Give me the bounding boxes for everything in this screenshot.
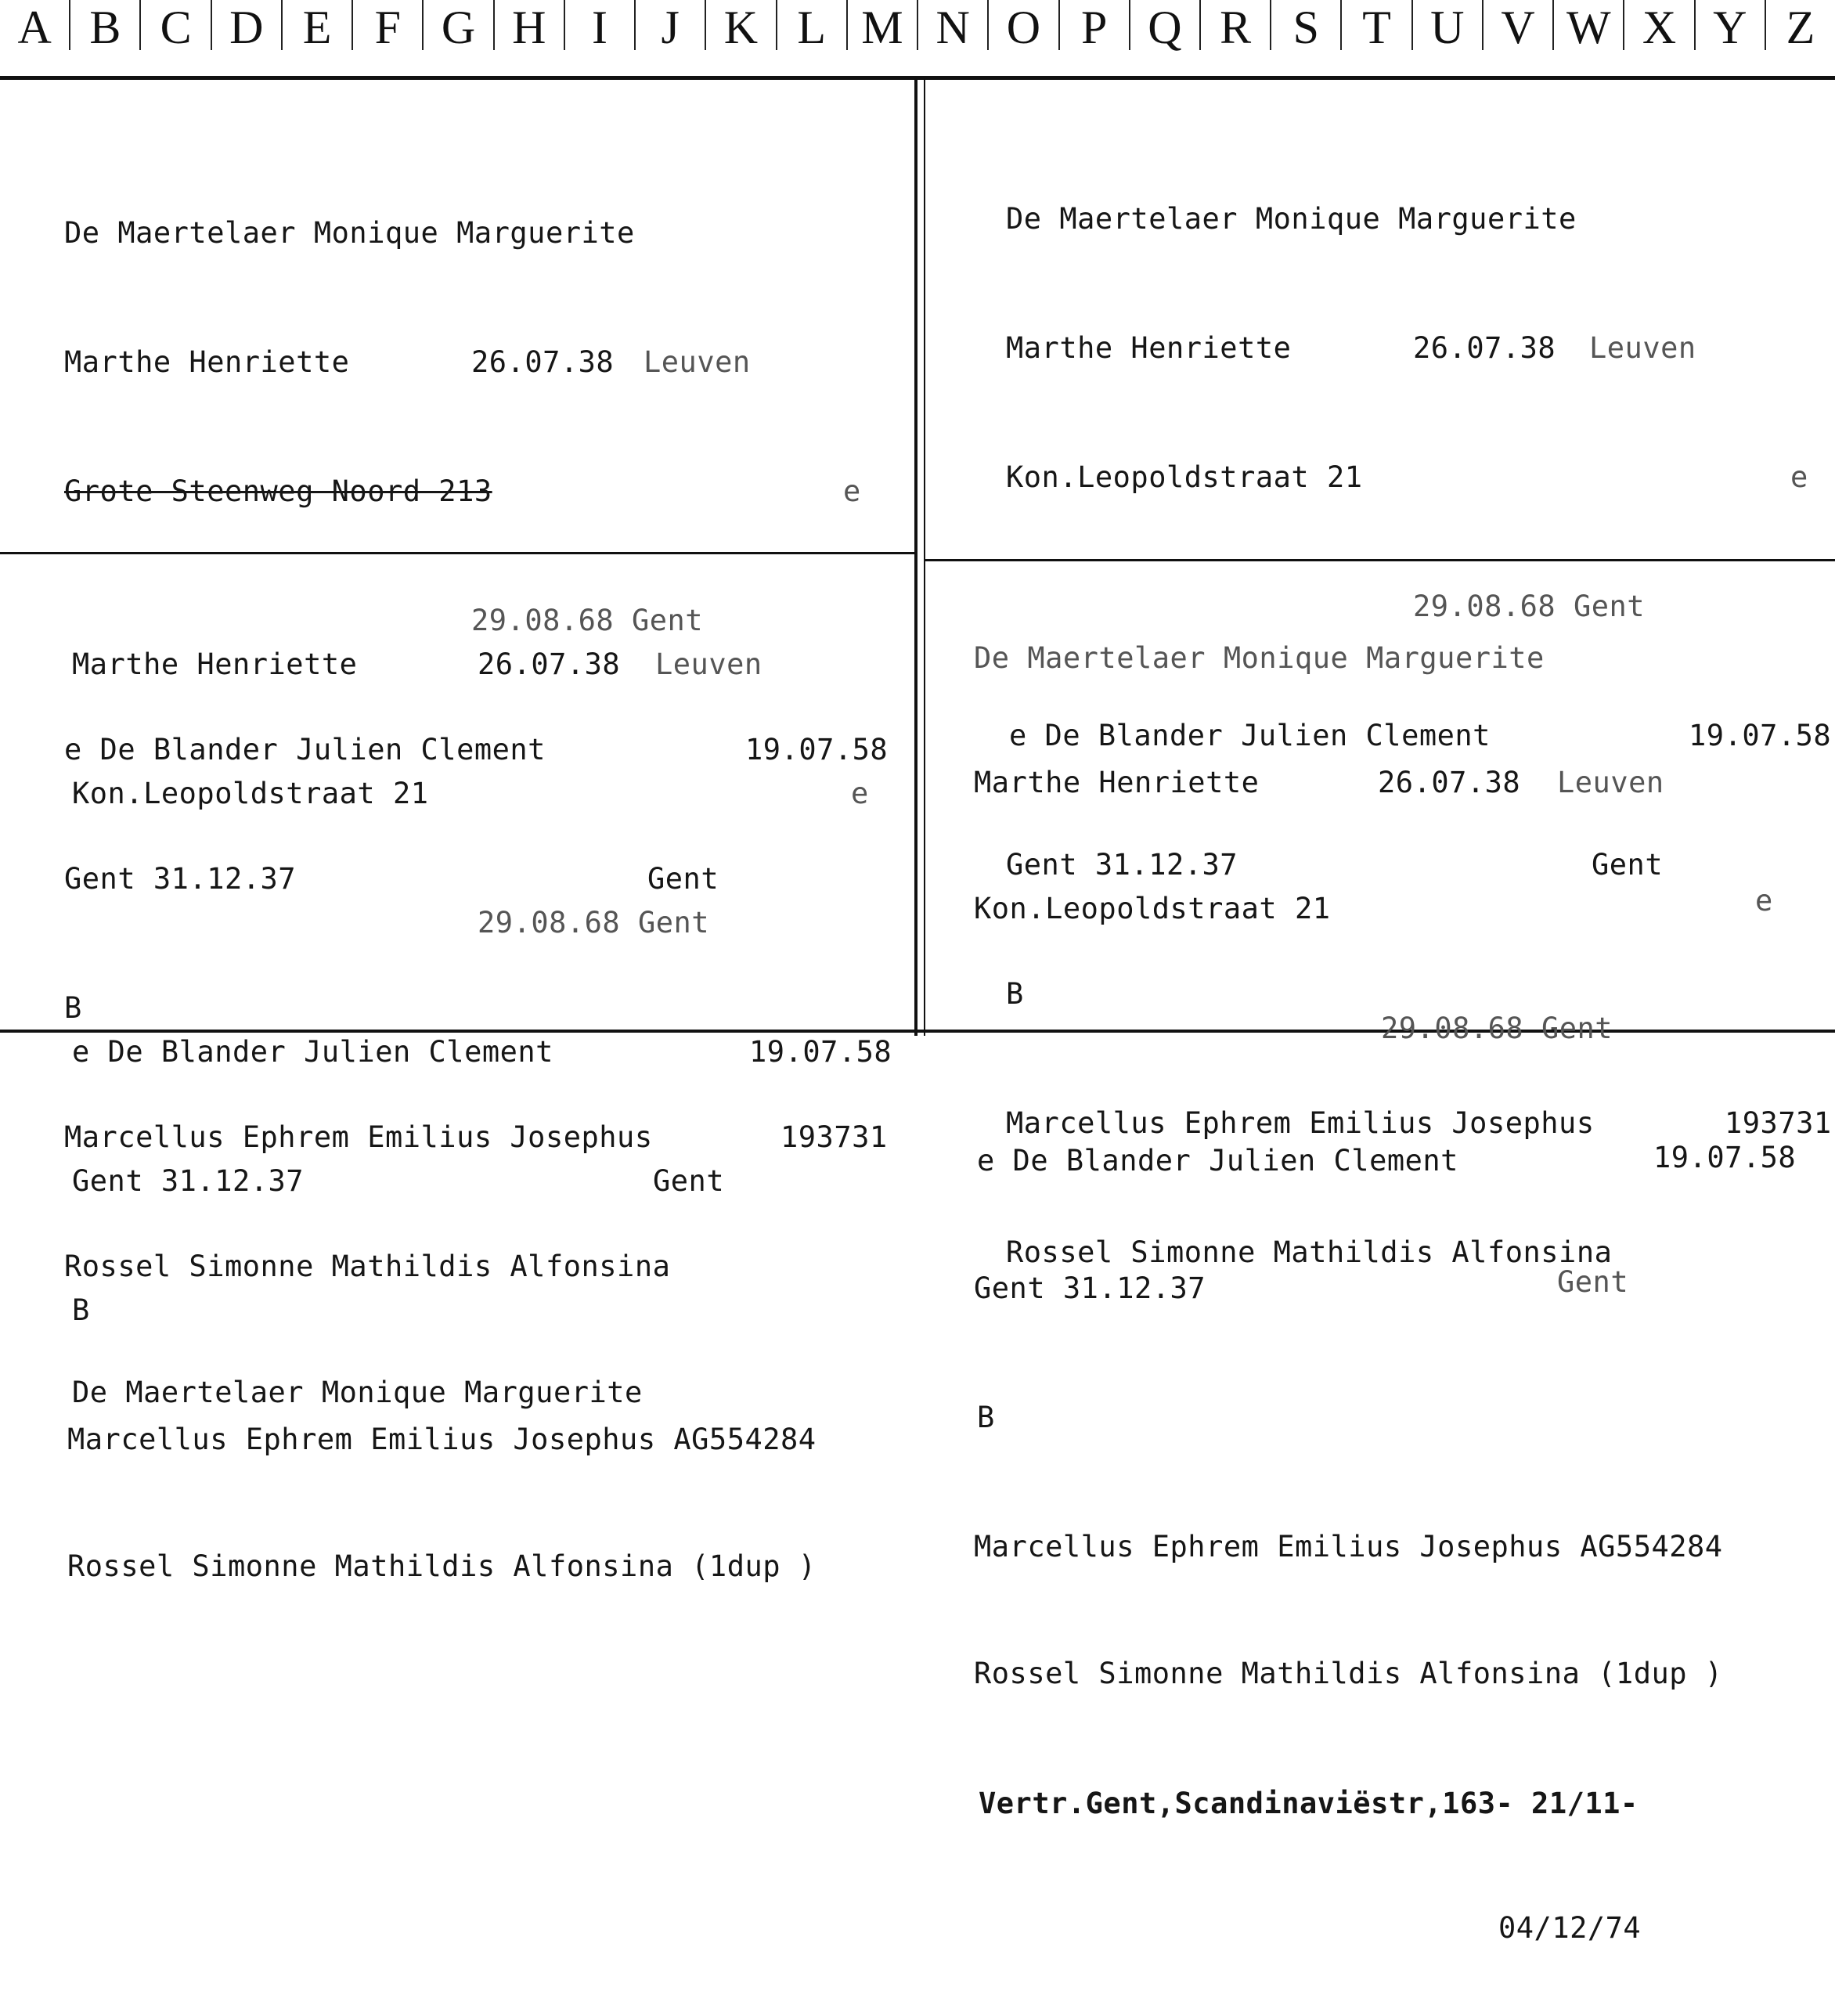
card-spouse-date: 19.07.58 — [749, 1035, 892, 1069]
index-letter-l: L — [777, 0, 848, 50]
card-father: Marcellus Ephrem Emilius Josephus AG554284 — [67, 1423, 817, 1456]
card-transfer-date: 04/12/74 — [1498, 1911, 1642, 1945]
card-spouse-place: Gent — [1557, 1265, 1629, 1299]
card-mother: Rossel Simonne Mathildis Alfonsina (1dup ) — [67, 1549, 817, 1583]
card-address: Kon.Leopoldstraat 21 — [1006, 460, 1363, 494]
card-name-line: De Maertelaer Monique Marguerite — [1006, 202, 1577, 236]
index-letter-s: S — [1271, 0, 1342, 50]
card-given-names: Marthe Henriette — [72, 647, 358, 681]
index-letter-c: C — [141, 0, 211, 50]
card-spouse-place: Gent — [653, 1164, 725, 1198]
card-nationality: B — [977, 1401, 995, 1434]
card-address-struck: Grote Steenweg Noord 213 — [64, 474, 492, 508]
card-birth-place: Leuven — [1589, 331, 1696, 365]
index-letter-a: A — [0, 0, 70, 50]
card-spouse-place: Gent — [1592, 848, 1664, 882]
card-marriage-date: 29.08.68 Gent — [471, 604, 704, 637]
index-letter-n: N — [918, 0, 989, 50]
index-letter-p: P — [1060, 0, 1130, 50]
index-letter-y: Y — [1696, 0, 1766, 50]
index-letter-z: Z — [1786, 1, 1815, 53]
card-mother: Rossel Simonne Mathildis Alfonsina — [1006, 1235, 1613, 1269]
card-marker-e: e — [843, 474, 861, 508]
card-marriage-date: 29.08.68 Gent — [1413, 590, 1646, 623]
card-father: Marcellus Ephrem Emilius Josephus — [1006, 1106, 1595, 1140]
card-father: Marcellus Ephrem Emilius Josephus AG554284 — [974, 1530, 1723, 1563]
card-spouse-birth: Gent 31.12.37 — [1006, 848, 1238, 882]
card-spouse-date: 19.07.58 — [1689, 719, 1832, 752]
card-nationality: B — [1006, 977, 1024, 1011]
card-birth-date: 26.07.38 — [478, 647, 621, 681]
card-marker-e: e — [1790, 460, 1808, 494]
card-id-number: 193731 — [1725, 1106, 1832, 1140]
card-id-number: 193731 — [781, 1120, 888, 1154]
index-letter-r: R — [1201, 0, 1271, 50]
card-marker-e: e — [1755, 884, 1773, 918]
index-letter-b: B — [70, 0, 141, 50]
index-letter-w: W — [1554, 0, 1624, 50]
card-birth-date: 26.07.38 — [471, 345, 615, 379]
alphabet-index — [0, 0, 1835, 80]
horizontal-divider-left — [0, 552, 914, 554]
index-letter-v: V — [1484, 0, 1554, 50]
card-mother: Rossel Simonne Mathildis Alfonsina — [64, 1250, 671, 1283]
index-letter-f: F — [353, 0, 424, 50]
card-birth-place: Leuven — [1557, 766, 1664, 799]
index-letter-o: O — [989, 0, 1059, 50]
vertical-divider-inner — [924, 80, 925, 1036]
card-marker-e: e — [851, 777, 869, 810]
card-spouse-birth: Gent 31.12.37 — [64, 862, 297, 896]
card-spouse-date: 19.07.58 — [745, 733, 889, 766]
index-letter-g: G — [424, 0, 494, 50]
index-letter-m: M — [848, 0, 918, 50]
card-mother: Rossel Simonne Mathildis Alfonsina (1dup ) — [974, 1657, 1723, 1690]
card-spouse-birth: Gent 31.12.37 — [974, 1271, 1206, 1305]
card-address: Kon.Leopoldstraat 21 — [974, 892, 1331, 925]
card-spouse: e De Blander Julien Clement — [64, 733, 546, 766]
card-given-names: Marthe Henriette — [974, 766, 1260, 799]
index-letter-u: U — [1413, 0, 1484, 50]
card-birth-date: 26.07.38 — [1378, 766, 1521, 799]
index-letter-d: D — [212, 0, 283, 50]
index-letter-x: X — [1624, 0, 1695, 50]
card-address: Kon.Leopoldstraat 21 — [72, 777, 429, 810]
card-spouse: e De Blander Julien Clement — [72, 1035, 553, 1069]
card-birth-date: 26.07.38 — [1413, 331, 1556, 365]
card-given-names: Marthe Henriette — [1006, 331, 1292, 365]
index-letter-h: H — [495, 0, 565, 50]
index-letter-t: T — [1342, 0, 1412, 50]
card-given-names: Marthe Henriette — [64, 345, 350, 379]
index-letter-i: I — [565, 0, 636, 50]
card-marriage-date: 29.08.68 Gent — [1381, 1012, 1613, 1045]
card-name-line: De Maertelaer Monique Marguerite — [974, 641, 1545, 675]
index-letter-k: K — [706, 0, 777, 50]
index-letter-j: J — [636, 0, 706, 50]
card-nationality: B — [72, 1293, 90, 1327]
card-nationality: B — [64, 991, 82, 1025]
card-transfer-note: Vertr.Gent,Scandinaviëstr,163- 21/11- — [979, 1787, 1639, 1820]
card-marriage-date: 29.08.68 Gent — [478, 906, 710, 939]
index-letter-e: E — [283, 0, 353, 50]
card-spouse-birth: Gent 31.12.37 — [72, 1164, 305, 1198]
card-spouse-place: Gent — [647, 862, 719, 896]
card-name-line: De Maertelaer Monique Marguerite — [64, 216, 635, 250]
card-birth-place: Leuven — [644, 345, 751, 379]
card-name-line-overflow: De Maertelaer Monique Marguerite — [72, 1376, 643, 1409]
card-spouse: e De Blander Julien Clement — [977, 1144, 1458, 1178]
card-spouse: e De Blander Julien Clement — [1009, 719, 1491, 752]
vertical-divider — [914, 80, 918, 1036]
card-birth-place: Leuven — [655, 647, 762, 681]
card-spouse-date: 19.07.58 — [1653, 1141, 1797, 1174]
index-letter-q: Q — [1130, 0, 1201, 50]
card-father: Marcellus Ephrem Emilius Josephus — [64, 1120, 653, 1154]
